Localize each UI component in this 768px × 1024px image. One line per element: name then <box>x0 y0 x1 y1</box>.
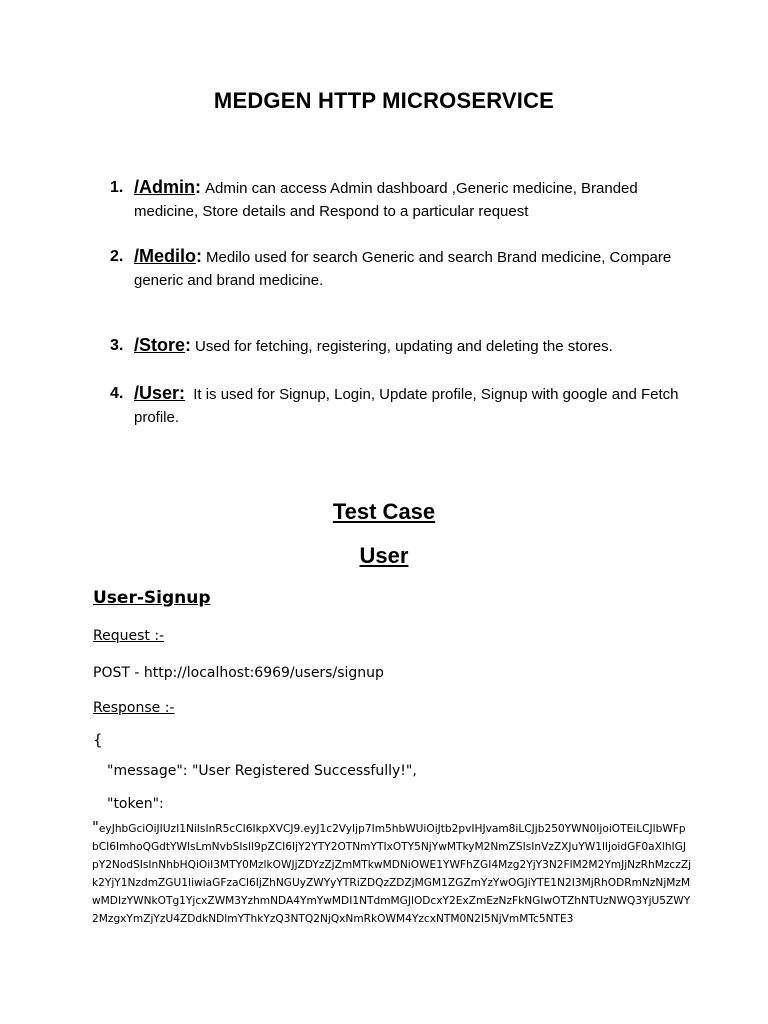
route-description: It is used for Signup, Login, Update profile, Signup with google and Fetch profile. <box>134 386 679 426</box>
route-description: Medilo used for search Generic and search Brand medicine, Compare generic and brand medicine. <box>134 249 672 289</box>
route-number: 4. <box>110 385 124 402</box>
route-colon: : <box>195 177 201 197</box>
request-endpoint: POST - http://localhost:6969/users/signup <box>93 665 384 681</box>
route-item-user <box>112 382 682 429</box>
route-path: /Admin <box>134 177 195 197</box>
token-open-quote: " <box>92 818 99 836</box>
route-number: 3. <box>110 337 124 354</box>
route-description: Admin can access Admin dashboard ,Generic medicine, Branded medicine, Store details and Respond to a particular request <box>134 180 638 220</box>
route-list <box>112 176 682 429</box>
user-signup-heading: User-Signup <box>93 588 211 608</box>
response-token-label: "token": <box>107 796 164 812</box>
route-item-admin <box>112 176 682 223</box>
route-colon: : <box>185 335 192 355</box>
route-item-medilo <box>112 245 682 292</box>
user-section-heading: User <box>359 543 409 568</box>
json-open-brace: { <box>93 731 103 749</box>
response-label: Response :- <box>93 700 175 716</box>
test-case-heading: Test Case <box>332 499 436 524</box>
route-description: Used for fetching, registering, updating and deleting the stores. <box>195 338 613 355</box>
token-string: eyJhbGciOiJIUzI1NiIsInR5cCI6IkpXVCJ9.eyJ1c2VyIjp7Im5hbWUiOiJtb2pvIHJvam8iLCJjb250YWN0IjoiOTEiLCJlbWFpbCI6ImhoQGdtYWlsLmNvbSIsIl9pZCI6IjY2YTY2OTNmYTIxOTY5NjYwMTkyM2NmZSIsInVzZXJuYW1lIjoidGF0aXlhIGJpY2NodSIsInNhbHQiOiI3MTY0MzlkOWJjZDYzZjZmMTkwMDNiOWE1YWFhZGI4Mzg2YjY3N2FlM2M2YmJjNzRhMzczZjk2YjY1NzdmZGU1IiwiaGFzaCI6IjZhNGUyZWYyYTRiZDQzZDZjMGM1ZGZmYzYwOGJiYTE1N2I3MjRhODRmNzNjMzMwMDIzYWNkOTg1YjcxZWM3YzhmNDA4YmYwMDI1NTdmMGJlODcxY2ExZmEzNzFkNGIwOTZhNTUzNWQ3YjU5ZWY2MzgxYmZjYzU4ZDdkNDlmYThkYzQ3NTQ2NjQxNmRkOWM4YzcxNTM0N2I5NjVmMTc5NTE3 <box>92 823 692 925</box>
request-label: Request :- <box>93 628 165 644</box>
route-path: /Store <box>134 335 186 355</box>
route-number: 1. <box>110 179 124 196</box>
route-colon: : <box>196 246 202 266</box>
page-title: MEDGEN HTTP MICROSERVICE <box>213 88 555 113</box>
route-number: 2. <box>110 248 124 265</box>
response-token-value <box>92 818 692 928</box>
route-path: /Medilo <box>134 246 196 266</box>
route-item-store <box>112 334 682 358</box>
route-path: /User: <box>134 383 186 403</box>
response-message: "message": "User Registered Successfully!", <box>107 763 417 779</box>
